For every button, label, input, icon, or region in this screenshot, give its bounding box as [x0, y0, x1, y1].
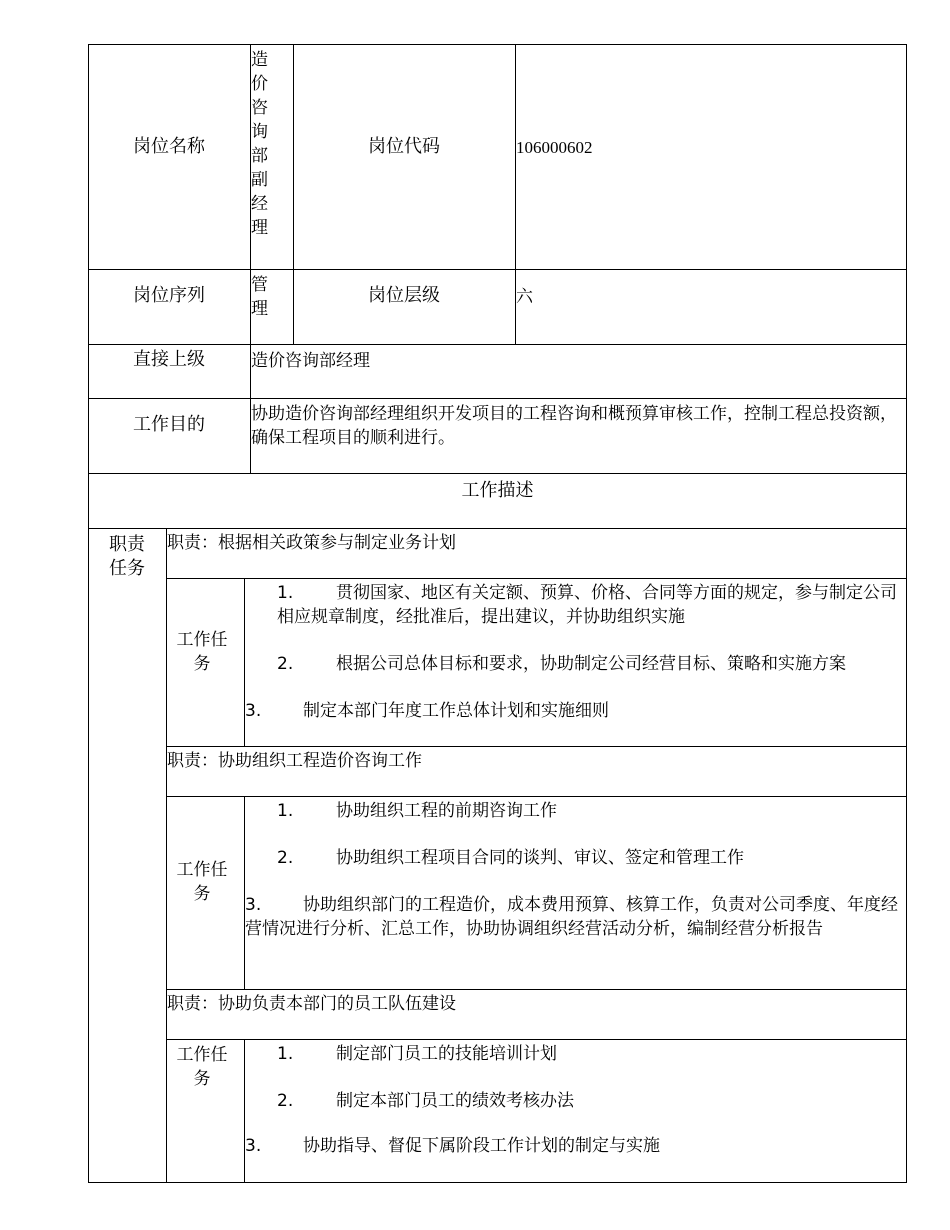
task-2-3: 3. 协助组织部门的工程造价，成本费用预算、核算工作，负责对公司季度、年度经营情况进行分析、汇总工作，协助协调组织经营活动分析，编制经营分析报告 [245, 895, 898, 939]
task-1-1: 1. 贯彻国家、地区有关定额、预算、价格、合同等方面的规定，参与制定公司相应规章制度，经批准后，提出建议，并协助组织实施 [277, 583, 897, 627]
duty-title-3: 职责：协助负责本部门的员工队伍建设 [167, 994, 456, 1014]
task-1-3: 3. 制定本部门年度工作总体计划和实施细则 [245, 701, 609, 721]
task-label-1: 工作任务 [176, 630, 228, 674]
duty-title-2: 职责：协助组织工程造价咨询工作 [167, 751, 422, 771]
task-2-1: 1. 协助组织工程的前期咨询工作 [277, 801, 557, 821]
purpose-value: 协助造价咨询部经理组织开发项目的工程咨询和概预算审核工作，控制工程总投资额，确保工程项目的顺利进行。 [251, 404, 897, 448]
duty-title-1: 职责：根据相关政策参与制定业务计划 [167, 533, 456, 553]
task-label-2: 工作任务 [176, 860, 228, 904]
task-3-2: 2. 制定本部门员工的绩效考核办法 [277, 1091, 574, 1111]
position-name-label: 岗位名称 [133, 136, 205, 157]
task-2-2: 2. 协助组织工程项目合同的谈判、审议、签定和管理工作 [277, 848, 744, 868]
task-1-2: 2. 根据公司总体目标和要求，协助制定公司经营目标、策略和实施方案 [277, 654, 846, 674]
position-level-value: 六 [516, 287, 533, 307]
duty-side-label: 职责任务 [109, 534, 145, 579]
superior-value: 造价咨询部经理 [251, 351, 370, 371]
description-title: 工作描述 [461, 480, 534, 501]
position-level-label: 岗位层级 [368, 285, 440, 306]
position-code-value: 106000602 [516, 138, 593, 157]
position-series-value: 管理 [251, 275, 268, 319]
position-series-label: 岗位序列 [133, 285, 205, 306]
purpose-label: 工作目的 [133, 414, 205, 435]
task-3-3: 3. 协助指导、督促下属阶段工作计划的制定与实施 [245, 1136, 660, 1156]
task-label-3: 工作任务 [176, 1045, 228, 1089]
task-3-1: 1. 制定部门员工的技能培训计划 [277, 1044, 557, 1064]
superior-label: 直接上级 [133, 349, 205, 370]
position-name-value: 造价咨询部副经理 [251, 50, 268, 238]
position-code-label: 岗位代码 [368, 136, 440, 157]
